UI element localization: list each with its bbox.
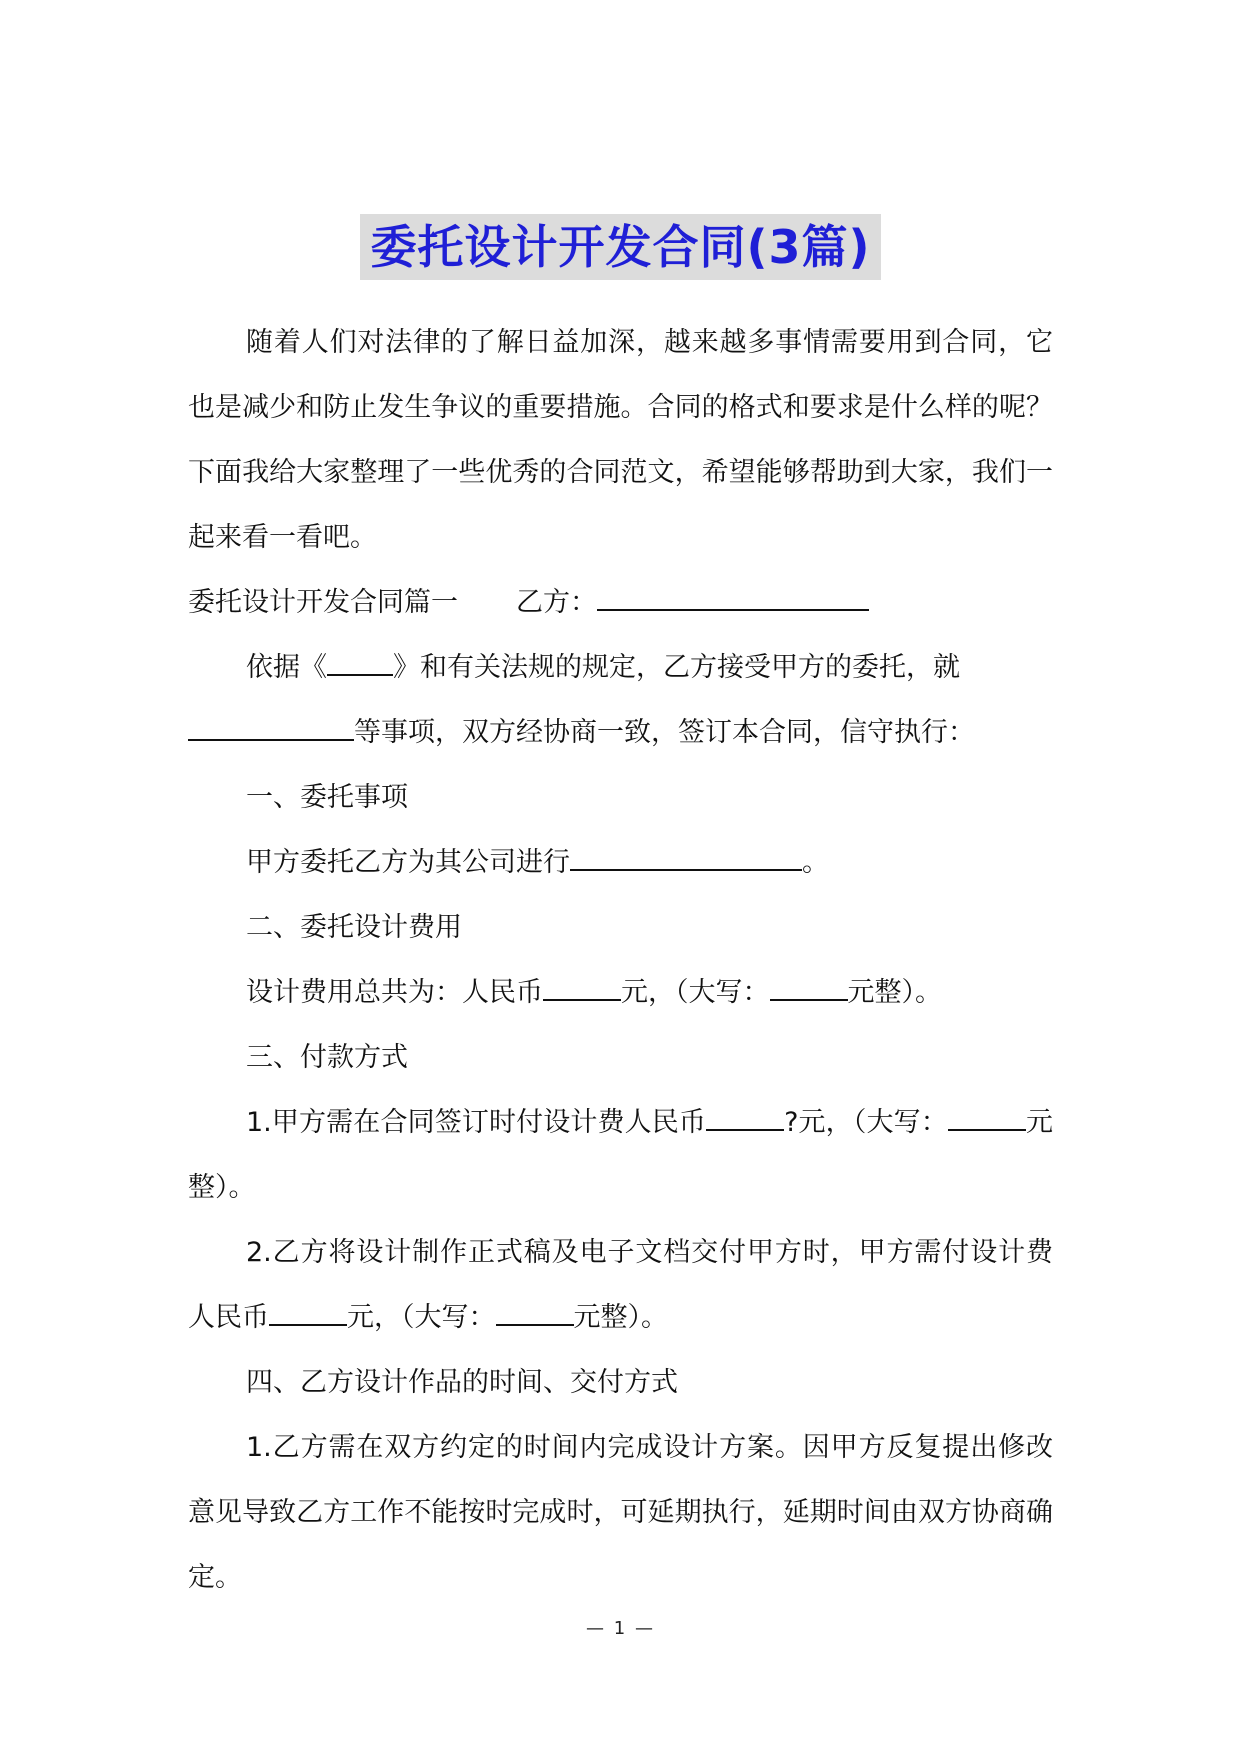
- intro-paragraph: 随着人们对法律的了解日益加深，越来越多事情需要用到合同，它也是减少和防止发生争议的重要措施。合同的格式和要求是什么样的呢？下面我给大家整理了一些优秀的合同范文，希望能够帮助到大家，我们一起来看一看吧。: [188, 327, 1053, 553]
- basis-line-2: [188, 700, 1053, 765]
- s3-item2-text-3: 元整）。: [573, 1302, 668, 1333]
- party-b-label: 乙方：: [516, 587, 597, 618]
- basis-line-1: [188, 635, 1053, 700]
- s2-amount-blank: [543, 977, 621, 1001]
- s1-text: 甲方委托乙方为其公司进行: [246, 847, 570, 878]
- s4-heading: 四、乙方设计作品的时间、交付方式: [246, 1367, 678, 1398]
- law-name-blank: [327, 652, 393, 676]
- s3-item1: [188, 1090, 1053, 1220]
- s3-item1-text-3: 元整）。: [188, 1107, 1053, 1203]
- s1-end: 。: [802, 847, 829, 878]
- section-heading-line: [188, 570, 1053, 635]
- document-body: [188, 310, 1053, 1610]
- s2-text-2: 元，（大写：: [621, 977, 770, 1008]
- s3-item1-capital-blank: [948, 1107, 1026, 1131]
- page-number: — 1 —: [586, 1618, 655, 1639]
- party-b-blank: [597, 587, 869, 611]
- s3-item2-text-2: 元，（大写：: [347, 1302, 496, 1333]
- s2-text-1: 设计费用总共为：人民币: [246, 977, 543, 1008]
- matter-blank: [188, 717, 354, 741]
- title-container: [0, 214, 1241, 280]
- s2-heading: 二、委托设计费用: [246, 912, 462, 943]
- s3-heading: 三、付款方式: [246, 1042, 408, 1073]
- s3-item1-text-1: 1.甲方需在合同签订时付设计费人民币: [246, 1107, 707, 1138]
- basis-text-2: 》和有关法规的规定，乙方接受甲方的委托，就: [393, 652, 960, 683]
- s3-item1-amount-blank: [706, 1107, 784, 1131]
- s1-blank: [570, 847, 802, 871]
- section-heading: 委托设计开发合同篇一: [188, 587, 458, 618]
- s3-item2: [188, 1220, 1053, 1350]
- basis-text-1: 依据《: [246, 652, 327, 683]
- document-title: 委托设计开发合同(3篇): [360, 214, 880, 280]
- s3-item1-text-2: ?元，（大写：: [784, 1107, 948, 1138]
- s2-capital-blank: [770, 977, 848, 1001]
- s1-heading: 一、委托事项: [246, 782, 408, 813]
- s4-item1: 1.乙方需在双方约定的时间内完成设计方案。因甲方反复提出修改意见导致乙方工作不能按时完成时，可延期执行，延期时间由双方协商确定。: [188, 1432, 1053, 1593]
- s1-text-line: [188, 830, 1053, 895]
- s3-item2-amount-blank: [269, 1302, 347, 1326]
- s2-text-3: 元整）。: [847, 977, 942, 1008]
- s3-item2-text-1: 2.乙方将设计制作正式稿及电子文档交付甲方时，甲方需付设计费人民币: [188, 1237, 1053, 1333]
- basis-text-3: 等事项，双方经协商一致，签订本合同，信守执行：: [354, 717, 975, 748]
- s3-item2-capital-blank: [496, 1302, 574, 1326]
- s2-text-line: [188, 960, 1053, 1025]
